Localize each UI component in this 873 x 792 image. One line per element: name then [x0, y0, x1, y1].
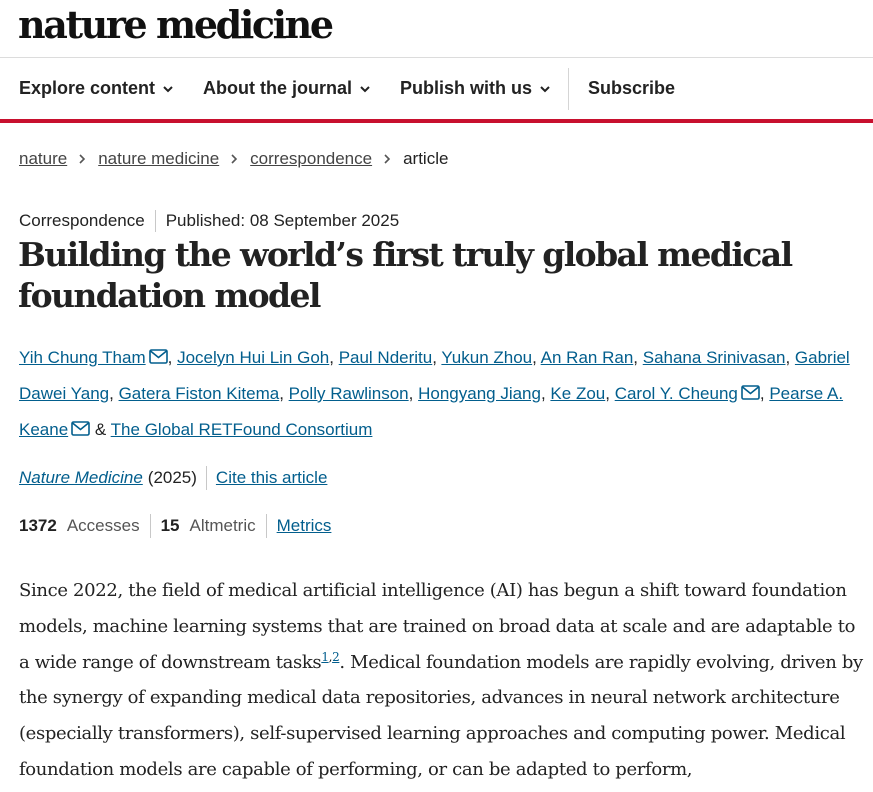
nav-divider [568, 68, 569, 110]
publication-year: (2025) [147, 468, 197, 487]
nav-about-the-journal-label: About the journal [203, 78, 353, 98]
chevron-right-icon [230, 154, 239, 164]
envelope-icon[interactable] [149, 349, 168, 364]
metrics-divider [266, 514, 267, 538]
nav-subscribe-label: Subscribe [588, 78, 676, 98]
author-ampersand: & [94, 420, 107, 439]
breadcrumb-correspondence[interactable]: correspondence [250, 149, 373, 168]
metrics-divider [150, 514, 151, 538]
nav-publish-with-us[interactable] [400, 78, 550, 99]
article-meta [19, 210, 873, 232]
altmetric-label: Altmetric [189, 516, 256, 535]
reference-link-2[interactable]: 2 [332, 649, 340, 664]
article [0, 210, 873, 788]
body-text-part-1: Since 2022, the field of medical artificial intelligence (AI) has begun a shift toward foundation models, machine learning systems that are trained on broad data at scale and are adaptable to a wide range of downstream tasks [19, 580, 856, 673]
nav-about-the-journal[interactable] [203, 78, 370, 99]
meta-divider [155, 210, 156, 232]
body-text-part-2: . Medical foundation models are rapidly evolving, driven by the synergy of expanding medical data repositories, advances in neural network architecture (especially transformers), self-supervised learning approaches and computing power. Medical foundation models are capable of performing, or can be adapted to perform, [19, 651, 863, 780]
brand-bar [0, 0, 873, 58]
chevron-down-icon [360, 84, 370, 94]
author-link[interactable]: Ke Zou [550, 384, 606, 403]
nav-explore-content[interactable] [19, 78, 173, 99]
altmetric-score: 15 [160, 516, 180, 535]
citation-divider [206, 466, 207, 490]
article-metrics [19, 514, 873, 538]
breadcrumb-current: article [403, 149, 449, 168]
chevron-down-icon [163, 84, 173, 94]
consortium-link[interactable]: The Global RETFound Consortium [110, 420, 373, 439]
article-type: Correspondence [19, 211, 145, 230]
reference-separator: , [328, 649, 333, 664]
breadcrumb [19, 149, 873, 169]
author-link[interactable]: Gabriel Dawei Yang [19, 348, 850, 403]
author-link[interactable]: Yukun Zhou [441, 348, 533, 367]
main-navigation [0, 58, 873, 123]
article-body-paragraph [19, 573, 869, 788]
cite-this-article-link[interactable]: Cite this article [215, 468, 328, 487]
envelope-icon[interactable] [71, 421, 90, 436]
chevron-down-icon [540, 84, 550, 94]
breadcrumb-nature-medicine[interactable]: nature medicine [98, 149, 220, 168]
site-header [0, 0, 873, 123]
author-link[interactable]: An Ran Ran [540, 348, 634, 367]
envelope-icon[interactable] [741, 385, 760, 400]
accesses-count: 1372 [19, 516, 57, 535]
reference-superscript [321, 650, 339, 664]
author-link[interactable]: Yih Chung Tham [19, 348, 146, 367]
author-link[interactable]: Hongyang Jiang [418, 384, 541, 403]
published-date: Published: 08 September 2025 [165, 211, 400, 230]
chevron-right-icon [78, 154, 87, 164]
nav-subscribe[interactable] [588, 78, 675, 99]
author-link[interactable]: Gatera Fiston Kitema [118, 384, 280, 403]
article-title: Building the world’s first truly global medical foundation model [18, 235, 792, 315]
accesses-label: Accesses [66, 516, 140, 535]
journal-link[interactable]: Nature Medicine [19, 468, 143, 487]
author-list: Yih Chung Tham , Jocelyn Hui Lin Goh, Paul Nderitu, Yukun Zhou, An Ran Ran, Sahana Srinivasan, Gabriel Dawei Yang, Gatera Fiston Kitema, Polly Rawlinson, Hongyang Jiang, Ke Zou, Carol Y. Cheung , Pearse A. Keane & The Global RETFound Consortium [19, 348, 850, 439]
metrics-link[interactable]: Metrics [276, 516, 332, 535]
reference-link-1[interactable]: 1 [321, 649, 329, 664]
journal-logo[interactable]: nature medicine [18, 1, 332, 47]
citation-row [19, 466, 873, 490]
breadcrumb-nature[interactable]: nature [19, 149, 68, 168]
chevron-right-icon [383, 154, 392, 164]
nav-publish-with-us-label: Publish with us [400, 78, 533, 98]
author-link[interactable]: Sahana Srinivasan [642, 348, 786, 367]
author-link[interactable]: Jocelyn Hui Lin Goh [177, 348, 330, 367]
author-link[interactable]: Pearse A. Keane [19, 384, 844, 439]
author-link[interactable]: Paul Nderitu [338, 348, 433, 367]
author-link[interactable]: Polly Rawlinson [288, 384, 409, 403]
author-link[interactable]: Carol Y. Cheung [614, 384, 738, 403]
nav-explore-content-label: Explore content [19, 78, 156, 98]
